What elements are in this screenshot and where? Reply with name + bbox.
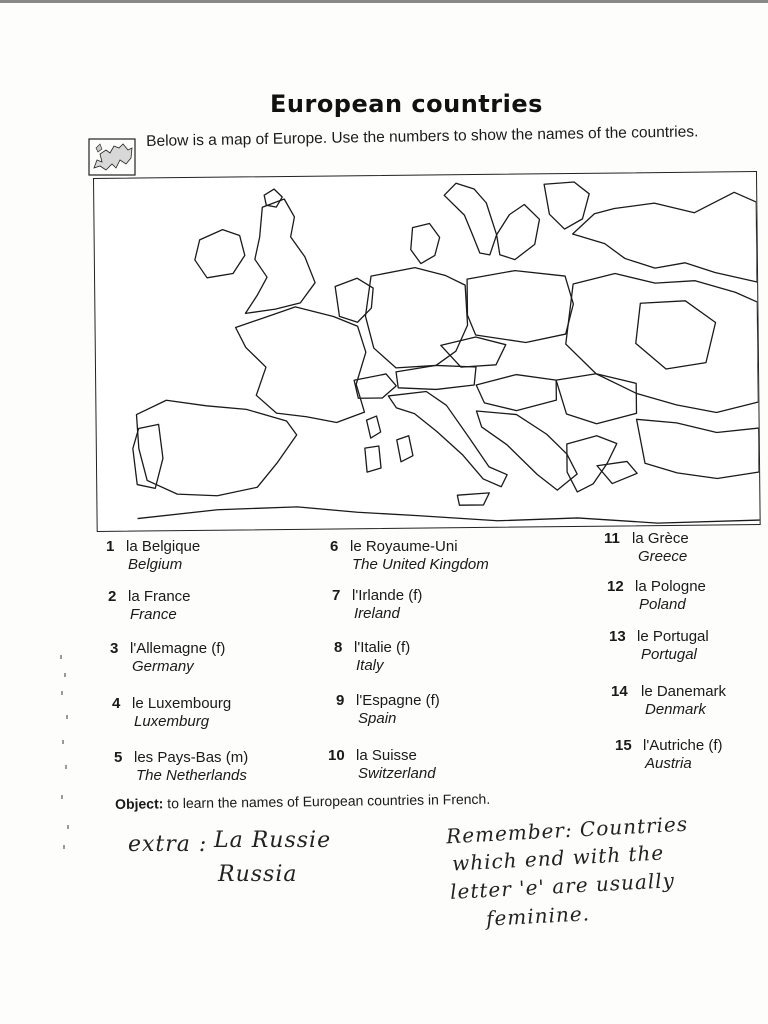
vocab-number: 11 <box>604 530 620 547</box>
vocab-number: 7 <box>332 587 341 604</box>
vocab-number: 13 <box>609 628 626 645</box>
vocab-english: Portugal <box>641 646 697 663</box>
germany-outline <box>365 267 468 368</box>
objective-text: to learn the names of European countries in French. <box>163 790 491 812</box>
handwritten-extra-french: La Russie <box>214 828 332 853</box>
vocab-number: 1 <box>106 538 115 555</box>
vocab-number: 3 <box>110 640 119 657</box>
vocab-french: la Suisse <box>356 747 417 764</box>
handwritten-extra-english: Russia <box>218 862 298 887</box>
handwritten-note-line-2: which end with the <box>451 840 665 876</box>
vocab-number: 4 <box>112 695 121 712</box>
vocab-french: la Pologne <box>635 578 706 595</box>
vocab-english: The United Kingdom <box>352 556 489 573</box>
europe-outline-map <box>93 171 761 532</box>
vocab-english: Denmark <box>645 701 706 718</box>
uk-outline <box>244 199 315 314</box>
france-outline <box>235 306 366 423</box>
handwritten-note-line-3: letter 'e' are usually <box>449 868 676 904</box>
vocab-french: l'Irlande (f) <box>352 587 423 604</box>
portugal-outline <box>133 424 164 488</box>
vocab-number: 8 <box>334 639 343 656</box>
objective-label: Object: <box>115 795 164 812</box>
denmark-outline <box>410 223 439 263</box>
vocab-english: Greece <box>638 548 688 565</box>
vocab-french: la Grèce <box>632 530 689 547</box>
vocab-french: le Royaume-Uni <box>350 538 458 555</box>
vocab-french: l'Espagne (f) <box>356 692 440 709</box>
vocab-english: Luxemburg <box>134 713 210 730</box>
page-title: European countries <box>270 90 543 118</box>
vocab-french: l'Allemagne (f) <box>130 640 226 657</box>
vocab-english: Belgium <box>128 556 183 573</box>
vocab-number: 2 <box>108 588 117 605</box>
vocab-french: la France <box>128 588 191 605</box>
vocab-french: le Luxembourg <box>132 695 232 712</box>
objective-line <box>115 791 490 812</box>
vocab-english: Spain <box>358 710 397 727</box>
vocab-number: 9 <box>336 692 345 709</box>
vocab-number: 5 <box>114 749 123 766</box>
vocab-french: les Pays-Bas (m) <box>134 749 249 766</box>
scan-margin-marks <box>58 655 72 855</box>
poland-outline <box>467 270 574 343</box>
vocab-english: Austria <box>645 755 692 772</box>
vocab-number: 6 <box>330 538 339 555</box>
vocab-number: 10 <box>328 747 345 764</box>
vocab-english: Italy <box>356 657 384 674</box>
handwritten-note-line-4: feminine. <box>485 901 591 931</box>
europe-map-icon <box>88 138 136 176</box>
vocab-english: Ireland <box>354 605 400 622</box>
vocab-english: Poland <box>639 596 686 613</box>
vocab-number: 15 <box>615 737 632 754</box>
vocab-french: le Danemark <box>641 683 727 700</box>
austria-outline <box>396 365 476 390</box>
scan-top-edge <box>0 0 768 3</box>
vocab-english: Switzerland <box>358 765 436 782</box>
ireland-outline <box>195 229 245 278</box>
vocab-french: l'Autriche (f) <box>643 737 723 754</box>
vocab-english: The Netherlands <box>136 767 247 784</box>
spain-outline <box>136 399 297 497</box>
handwritten-note-line-1: Remember: Countries <box>445 811 689 849</box>
vocab-french: la Belgique <box>126 538 201 555</box>
vocab-english: Germany <box>132 658 194 675</box>
switzerland-outline <box>354 374 396 398</box>
italy-outline <box>388 391 507 488</box>
vocab-number: 12 <box>607 578 624 595</box>
vocab-french: l'Italie (f) <box>354 639 411 656</box>
vocab-french: le Portugal <box>637 628 709 645</box>
vocab-number: 14 <box>611 683 628 700</box>
handwritten-extra-label: extra : <box>128 832 208 857</box>
vocab-english: France <box>130 606 177 623</box>
instructions: Below is a map of Europe. Use the numbers to show the names of the countries. <box>146 123 699 150</box>
scandinavia-outline <box>444 183 497 256</box>
